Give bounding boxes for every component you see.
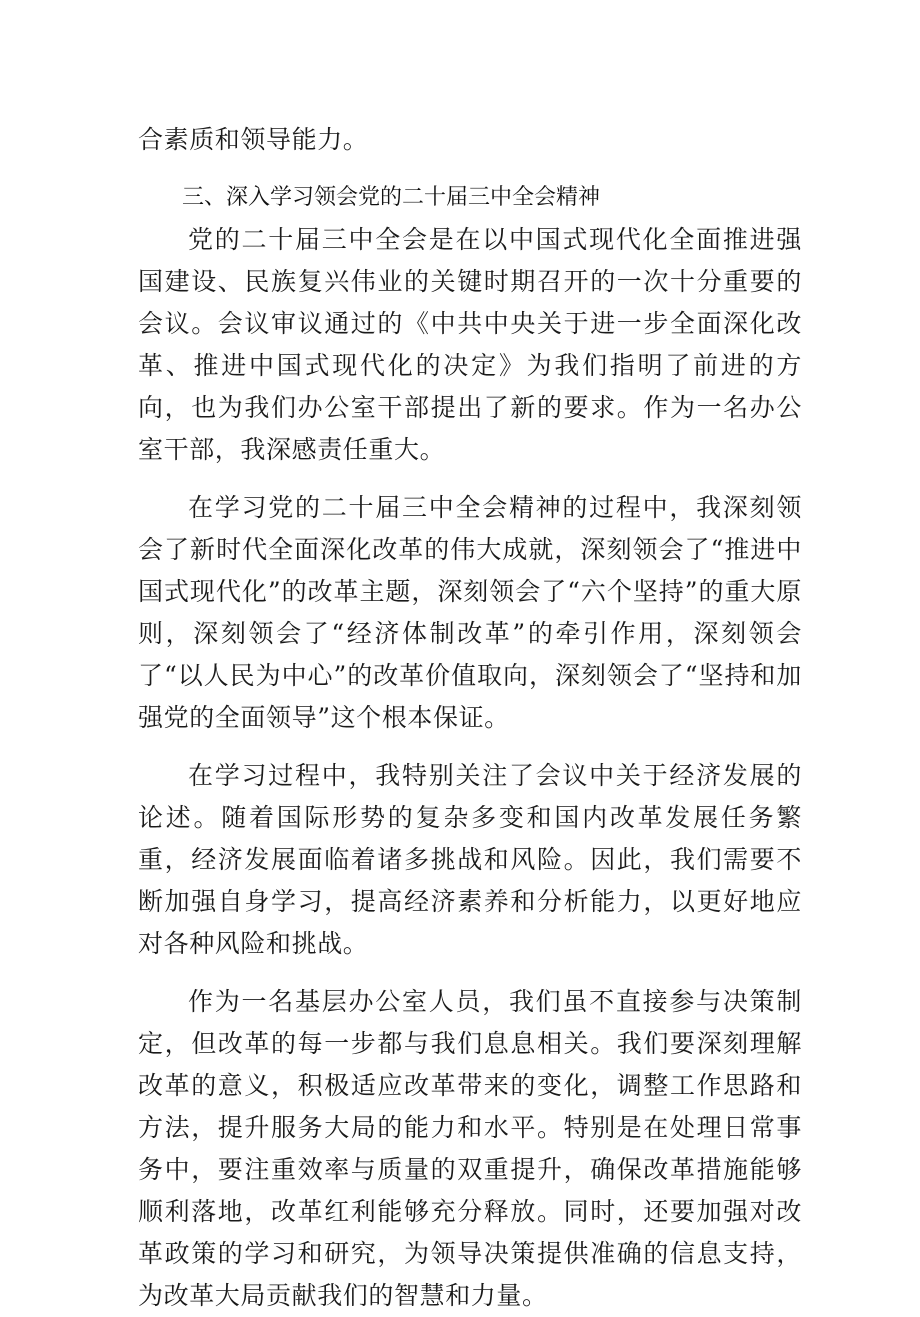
paragraph-3: 在学习过程中，我特别关注了会议中关于经济发展的论述。随着国际形势的复杂多变和国内改革发展任务繁重，经济发展面临着诸多挑战和风险。因此，我们需要不断加强自身学习，提高经济素养和分析能力，以更好地应对各种风险和挑战。 [138, 761, 802, 958]
document-body [138, 119, 802, 1317]
paragraph-2: 在学习党的二十届三中全会精神的过程中，我深刻领会了新时代全面深化改革的伟大成就，深刻领会了“推进中国式现代化”的改革主题，深刻领会了“六个坚持”的重大原则，深刻领会了“经济体制改革”的牵引作用，深刻领会了“以人民为中心”的改革价值取向，深刻领会了“坚持和加强党的全面领导”这个根本保证。 [138, 493, 802, 732]
paragraph-4: 作为一名基层办公室人员，我们虽不直接参与决策制定，但改革的每一步都与我们息息相关。我们要深刻理解改革的意义，积极适应改革带来的变化，调整工作思路和方法，提升服务大局的能力和水平。特别是在处理日常事务中，要注重效率与质量的双重提升，确保改革措施能够顺利落地，改革红利能够充分释放。同时，还要加强对改革政策的学习和研究，为领导决策提供准确的信息支持，为改革大局贡献我们的智慧和力量。 [138, 987, 802, 1310]
continuation-text: 合素质和领导能力。 [138, 125, 369, 154]
section-heading: 三、深入学习领会党的二十届三中全会精神 [182, 185, 601, 210]
paragraph-1: 党的二十届三中全会是在以中国式现代化全面推进强国建设、民族复兴伟业的关键时期召开的一次十分重要的会议。会议审议通过的《中共中央关于进一步全面深化改革、推进中国式现代化的决定》为我们指明了前进的方向，也为我们办公室干部提出了新的要求。作为一名办公室干部，我深感责任重大。 [138, 225, 802, 464]
